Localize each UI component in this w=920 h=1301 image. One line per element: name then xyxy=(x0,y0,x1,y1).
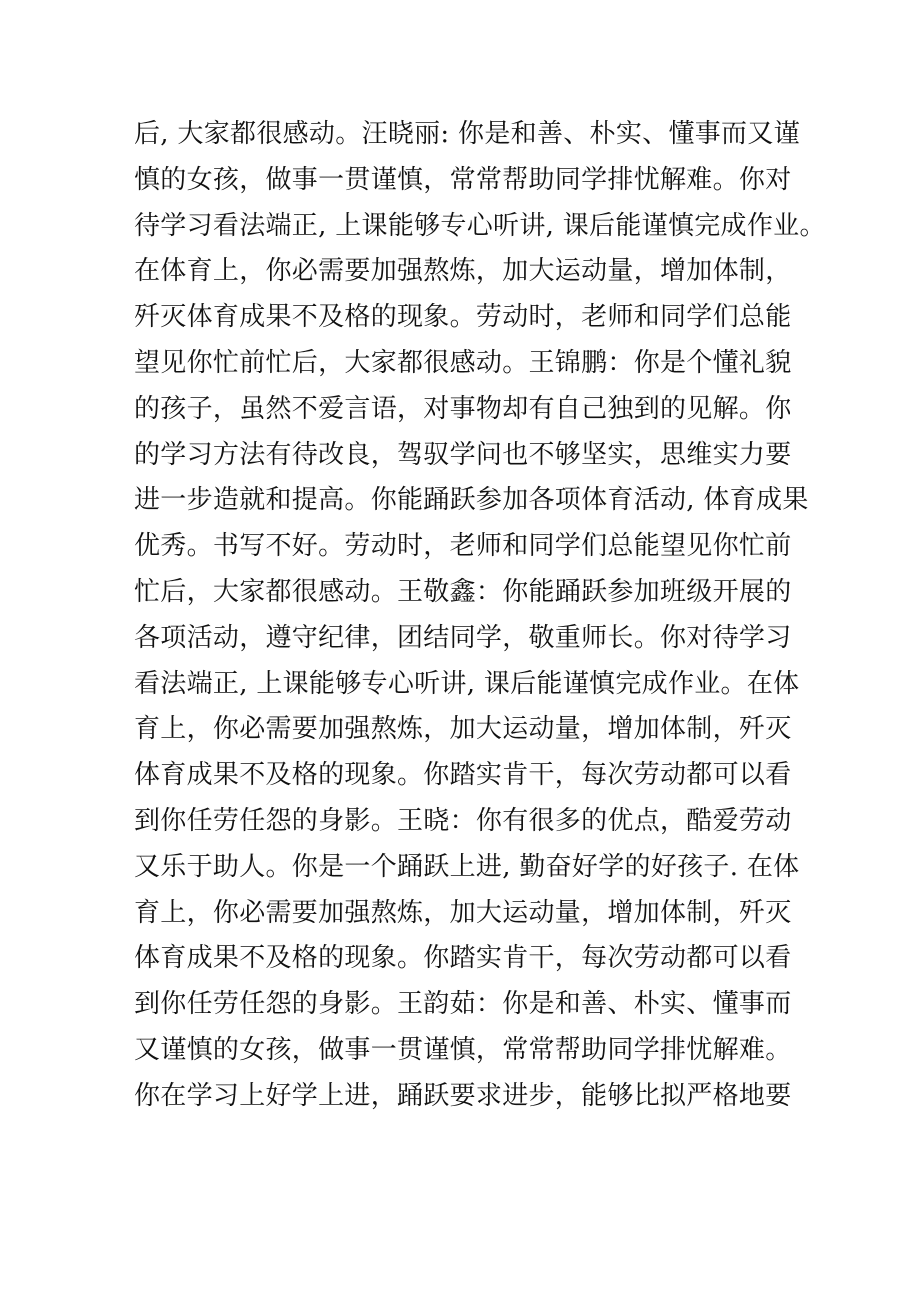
text-line: 歼灭体育成果不及格的现象。劳动时，老师和同学们总能 xyxy=(134,302,792,333)
text-line: 体育成果不及格的现象。你踏实肯干，每次劳动都可以看 xyxy=(134,943,792,974)
text-line: 在体育上，你必需要加强熬炼，加大运动量，增加体制， xyxy=(134,256,792,287)
text-line: 优秀。书写不好。劳动时，老师和同学们总能望见你忙前 xyxy=(134,531,792,562)
text-line: 到你任劳任怨的身影。王晓：你有很多的优点，酷爱劳动 xyxy=(134,805,792,836)
text-line: 进一步造就和提高。你能踊跃参加各项体育活动, 体育成果 xyxy=(134,485,809,516)
text-line: 到你任劳任怨的身影。王韵茹：你是和善、朴实、懂事而 xyxy=(134,989,792,1020)
text-line: 忙后，大家都很感动。王敬鑫：你能踊跃参加班级开展的 xyxy=(134,576,792,607)
body-text xyxy=(134,112,826,1120)
text-line: 的孩子，虽然不爱言语，对事物却有自己独到的见解。你 xyxy=(134,393,792,424)
text-line: 体育成果不及格的现象。你踏实肯干，每次劳动都可以看 xyxy=(134,760,792,791)
text-line: 望见你忙前忙后，大家都很感动。王锦鹏：你是个懂礼貌 xyxy=(134,347,792,378)
text-line: 待学习看法端正, 上课能够专心听讲, 课后能谨慎完成作业。 xyxy=(134,210,826,241)
text-line: 又谨慎的女孩，做事一贯谨慎，常常帮助同学排忧解难。 xyxy=(134,1034,792,1065)
text-line: 你在学习上好学上进，踊跃要求进步，能够比拟严格地要 xyxy=(134,1080,792,1111)
text-line: 后, 大家都很感动。汪晓丽: 你是和善、朴实、懂事而又谨 xyxy=(134,119,800,149)
text-line: 育上，你必需要加强熬炼，加大运动量，增加体制，歼灭 xyxy=(134,897,792,928)
text-line: 育上，你必需要加强熬炼，加大运动量，增加体制，歼灭 xyxy=(134,714,792,745)
text-line: 的学习方法有待改良，驾驭学问也不够坚实，思维实力要 xyxy=(134,439,792,470)
text-line: 看法端正, 上课能够专心听讲, 课后能谨慎完成作业。在体 xyxy=(134,668,800,699)
text-line: 各项活动，遵守纪律，团结同学，敬重师长。你对待学习 xyxy=(134,622,792,653)
text-line: 慎的女孩，做事一贯谨慎，常常帮助同学排忧解难。你对 xyxy=(134,164,792,195)
text-line: 又乐于助人。你是一个踊跃上进, 勤奋好学的好孩子. 在体 xyxy=(134,851,800,882)
